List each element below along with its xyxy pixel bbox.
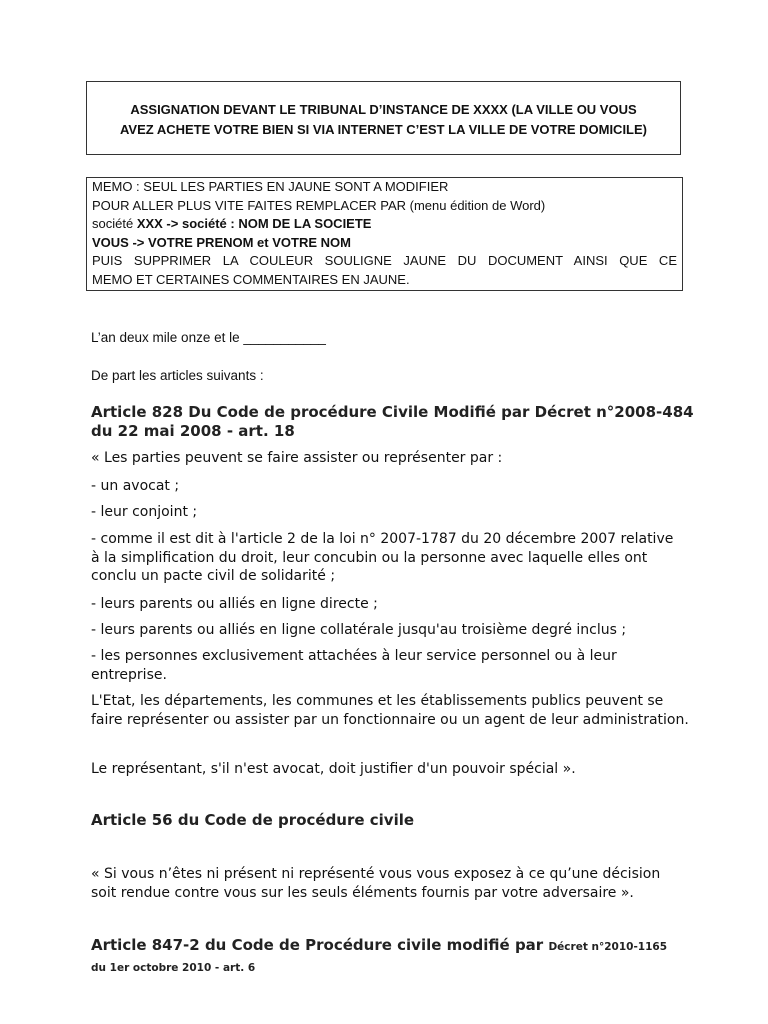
article-828-p6: - leurs parents ou alliés en ligne collatérale jusqu'au troisième degré inclus ; [91,622,627,638]
article-847-heading [91,936,671,978]
article-828-p9: Le représentant, s'il n'est avocat, doit justifier d'un pouvoir spécial ». [91,761,576,777]
article-847-heading-main: Article 847-2 du Code de Procédure civile modifié par [91,936,544,954]
memo-line-3 [92,215,677,234]
article-56-p1: « Si vous n’êtes ni présent ni représenté vous vous exposez à ce qu’une décision soit rendue contre vous sur les seuls éléments fournis par votre adversaire ». [91,866,661,901]
article-847-heading-small: Décret n°2010-1165 du 1er octobre 2010 - art. 6 [91,941,668,974]
article-828-p1: « Les parties peuvent se faire assister ou représenter par : [91,450,503,466]
article-56-heading: Article 56 du Code de procédure civile [91,811,415,829]
article-828-p2: - un avocat ; [91,478,180,494]
article-828-p7: - les personnes exclusivement attachées à leur service personnel ou à leur entreprise. [91,648,617,683]
article-828-heading: Article 828 Du Code de procédure Civile Modifié par Décret n°2008-484 du 22 mai 2008 - art. 18 [91,403,694,440]
article-828-p3: - leur conjoint ; [91,504,198,520]
articles-intro: De part les articles suivants : [91,368,264,383]
memo-line-2: POUR ALLER PLUS VITE FAITES REMPLACER PAR (menu édition de Word) [92,197,546,213]
date-line: L’an deux mile onze et le ___________ [91,330,326,345]
memo-line-1: MEMO : SEUL LES PARTIES EN JAUNE SONT A MODIFIER [92,179,449,194]
article-828-p4: - comme il est dit à l'article 2 de la loi n° 2007-1787 du 20 décembre 2007 relative à la simplification du droit, leur concubin ou la personne avec laquelle elles ont conclu un pacte civil de solidarité ; [91,531,674,584]
memo-line-6: MEMO ET CERTAINES COMMENTAIRES EN JAUNE. [92,271,410,287]
title-line-1: ASSIGNATION DEVANT LE TRIBUNAL D’INSTANCE DE XXXX (LA VILLE OU VOUS [130,102,637,117]
memo-line-5: PUIS SUPPRIMER LA COULEUR SOULIGNE JAUNE DU DOCUMENT AINSI QUE CE [92,253,677,268]
memo-box [86,177,683,291]
title-line-2: AVEZ ACHETE VOTRE BIEN SI VIA INTERNET C’EST LA VILLE DE VOTRE DOMICILE) [119,122,647,137]
title-box [86,81,681,155]
article-828-p8: L'Etat, les départements, les communes et les établissements publics peuvent se faire représenter ou assister par un fonctionnaire ou un agent de leur administration. [91,693,689,728]
memo-line-3-bold: XXX -> société : NOM DE LA SOCIETE [136,216,372,231]
memo-line-3-prefix: société [92,216,137,231]
memo-line-4: VOUS -> VOTRE PRENOM et VOTRE NOM [92,234,351,250]
article-828-p5: - leurs parents ou alliés en ligne directe ; [91,596,378,612]
